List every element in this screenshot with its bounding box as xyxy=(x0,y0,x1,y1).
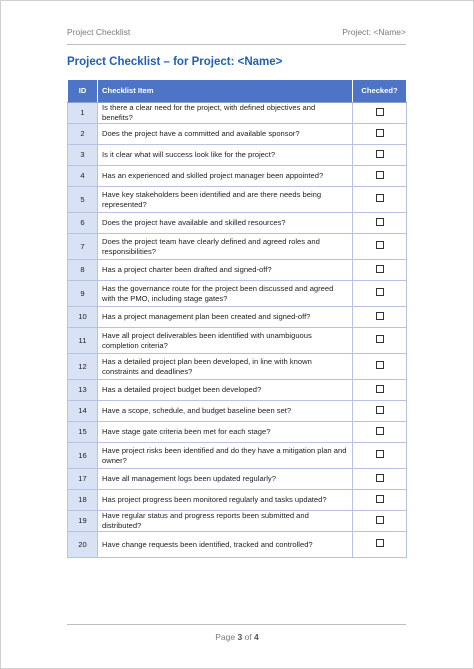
checkbox[interactable] xyxy=(376,450,384,458)
table-row xyxy=(68,281,407,307)
row-id: 13 xyxy=(68,380,98,401)
table-row xyxy=(68,260,407,281)
footer-page-total: 4 xyxy=(254,632,259,642)
checklist-item-text: Is it clear what will success look like for the project? xyxy=(98,145,353,166)
checkbox[interactable] xyxy=(376,312,384,320)
table-row xyxy=(68,422,407,443)
checked-cell xyxy=(353,422,407,443)
table-row xyxy=(68,532,407,558)
checklist-item-text: Has the governance route for the project been discussed and agreed with the PMO, including stage gates? xyxy=(98,281,353,307)
row-id: 9 xyxy=(68,281,98,307)
row-id: 6 xyxy=(68,213,98,234)
row-id: 10 xyxy=(68,307,98,328)
checkbox[interactable] xyxy=(376,427,384,435)
checkbox[interactable] xyxy=(376,241,384,249)
checkbox[interactable] xyxy=(376,361,384,369)
checklist-item-text: Has a project charter been drafted and signed-off? xyxy=(98,260,353,281)
row-id: 20 xyxy=(68,532,98,558)
checkbox[interactable] xyxy=(376,474,384,482)
checklist-item-text: Has a detailed project plan been developed, in line with known constraints and deadlines? xyxy=(98,354,353,380)
checklist-item-text: Does the project have a committed and available sponsor? xyxy=(98,124,353,145)
row-id: 14 xyxy=(68,401,98,422)
table-row xyxy=(68,145,407,166)
table-row xyxy=(68,380,407,401)
checklist-item-text: Has a project management plan been created and signed-off? xyxy=(98,307,353,328)
row-id: 3 xyxy=(68,145,98,166)
header-project-name: Project: <Name> xyxy=(342,27,406,37)
row-id: 4 xyxy=(68,166,98,187)
table-row xyxy=(68,124,407,145)
table-row xyxy=(68,213,407,234)
checked-cell xyxy=(353,124,407,145)
checkbox[interactable] xyxy=(376,539,384,547)
checked-cell xyxy=(353,234,407,260)
footer-page-prefix: Page xyxy=(215,632,236,642)
checked-cell xyxy=(353,511,407,532)
checked-cell xyxy=(353,281,407,307)
checked-cell xyxy=(353,166,407,187)
checklist-item-text: Have stage gate criteria been met for each stage? xyxy=(98,422,353,443)
checked-cell xyxy=(353,469,407,490)
table-row xyxy=(68,490,407,511)
checkbox[interactable] xyxy=(376,335,384,343)
table-row xyxy=(68,103,407,124)
checklist-item-text: Has a detailed project budget been developed? xyxy=(98,380,353,401)
row-id: 12 xyxy=(68,354,98,380)
checklist-item-text: Have all project deliverables been identified with unambiguous completion criteria? xyxy=(98,328,353,354)
table-row xyxy=(68,443,407,469)
row-id: 7 xyxy=(68,234,98,260)
checked-cell xyxy=(353,145,407,166)
row-id: 16 xyxy=(68,443,98,469)
footer-divider xyxy=(67,624,406,625)
row-id: 11 xyxy=(68,328,98,354)
checkbox[interactable] xyxy=(376,129,384,137)
checked-cell xyxy=(353,187,407,213)
checkbox[interactable] xyxy=(376,406,384,414)
row-id: 8 xyxy=(68,260,98,281)
checked-cell xyxy=(353,490,407,511)
checked-cell xyxy=(353,307,407,328)
table-row xyxy=(68,328,407,354)
checklist-table xyxy=(67,79,407,558)
checked-cell xyxy=(353,328,407,354)
checklist-item-text: Have all management logs been updated regularly? xyxy=(98,469,353,490)
checkbox[interactable] xyxy=(376,218,384,226)
header-doc-name: Project Checklist xyxy=(67,27,131,37)
column-header-item: Checklist Item xyxy=(98,80,353,103)
footer-of: of xyxy=(244,632,252,642)
checked-cell xyxy=(353,260,407,281)
column-header-id: ID xyxy=(68,80,98,103)
table-row xyxy=(68,187,407,213)
page-header xyxy=(67,27,406,37)
checkbox[interactable] xyxy=(376,288,384,296)
checkbox[interactable] xyxy=(376,171,384,179)
checklist-item-text: Have project risks been identified and do they have a mitigation plan and owner? xyxy=(98,443,353,469)
checked-cell xyxy=(353,380,407,401)
checkbox[interactable] xyxy=(376,108,384,116)
checked-cell xyxy=(353,532,407,558)
footer-page-number: 3 xyxy=(237,632,243,642)
row-id: 19 xyxy=(68,511,98,532)
table-row xyxy=(68,234,407,260)
table-row xyxy=(68,354,407,380)
column-header-checked: Checked? xyxy=(353,80,407,103)
checkbox[interactable] xyxy=(376,495,384,503)
checked-cell xyxy=(353,213,407,234)
table-header-row xyxy=(68,80,407,103)
checklist-item-text: Does the project have available and skilled resources? xyxy=(98,213,353,234)
checklist-item-text: Is there a clear need for the project, with defined objectives and benefits? xyxy=(98,103,353,124)
row-id: 5 xyxy=(68,187,98,213)
row-id: 18 xyxy=(68,490,98,511)
checked-cell xyxy=(353,103,407,124)
row-id: 17 xyxy=(68,469,98,490)
header-divider xyxy=(67,44,406,45)
checked-cell xyxy=(353,443,407,469)
table-row xyxy=(68,469,407,490)
checkbox[interactable] xyxy=(376,385,384,393)
table-row xyxy=(68,401,407,422)
checked-cell xyxy=(353,401,407,422)
checked-cell xyxy=(353,354,407,380)
checklist-item-text: Has an experienced and skilled project manager been appointed? xyxy=(98,166,353,187)
checklist-item-text: Does the project team have clearly defined and agreed roles and responsibilities? xyxy=(98,234,353,260)
checklist-item-text: Have change requests been identified, tracked and controlled? xyxy=(98,532,353,558)
page-title: Project Checklist – for Project: <Name> xyxy=(67,56,283,68)
table-row xyxy=(68,511,407,532)
page-footer xyxy=(0,632,474,642)
checklist-item-text: Have a scope, schedule, and budget baseline been set? xyxy=(98,401,353,422)
table-row xyxy=(68,166,407,187)
checklist-item-text: Has project progress been monitored regularly and tasks updated? xyxy=(98,490,353,511)
checklist-item-text: Have regular status and progress reports been submitted and distributed? xyxy=(98,511,353,532)
checklist-item-text: Have key stakeholders been identified and are there needs being represented? xyxy=(98,187,353,213)
table-row xyxy=(68,307,407,328)
checkbox[interactable] xyxy=(376,516,384,524)
row-id: 15 xyxy=(68,422,98,443)
checkbox[interactable] xyxy=(376,150,384,158)
checkbox[interactable] xyxy=(376,265,384,273)
row-id: 1 xyxy=(68,103,98,124)
row-id: 2 xyxy=(68,124,98,145)
checkbox[interactable] xyxy=(376,194,384,202)
